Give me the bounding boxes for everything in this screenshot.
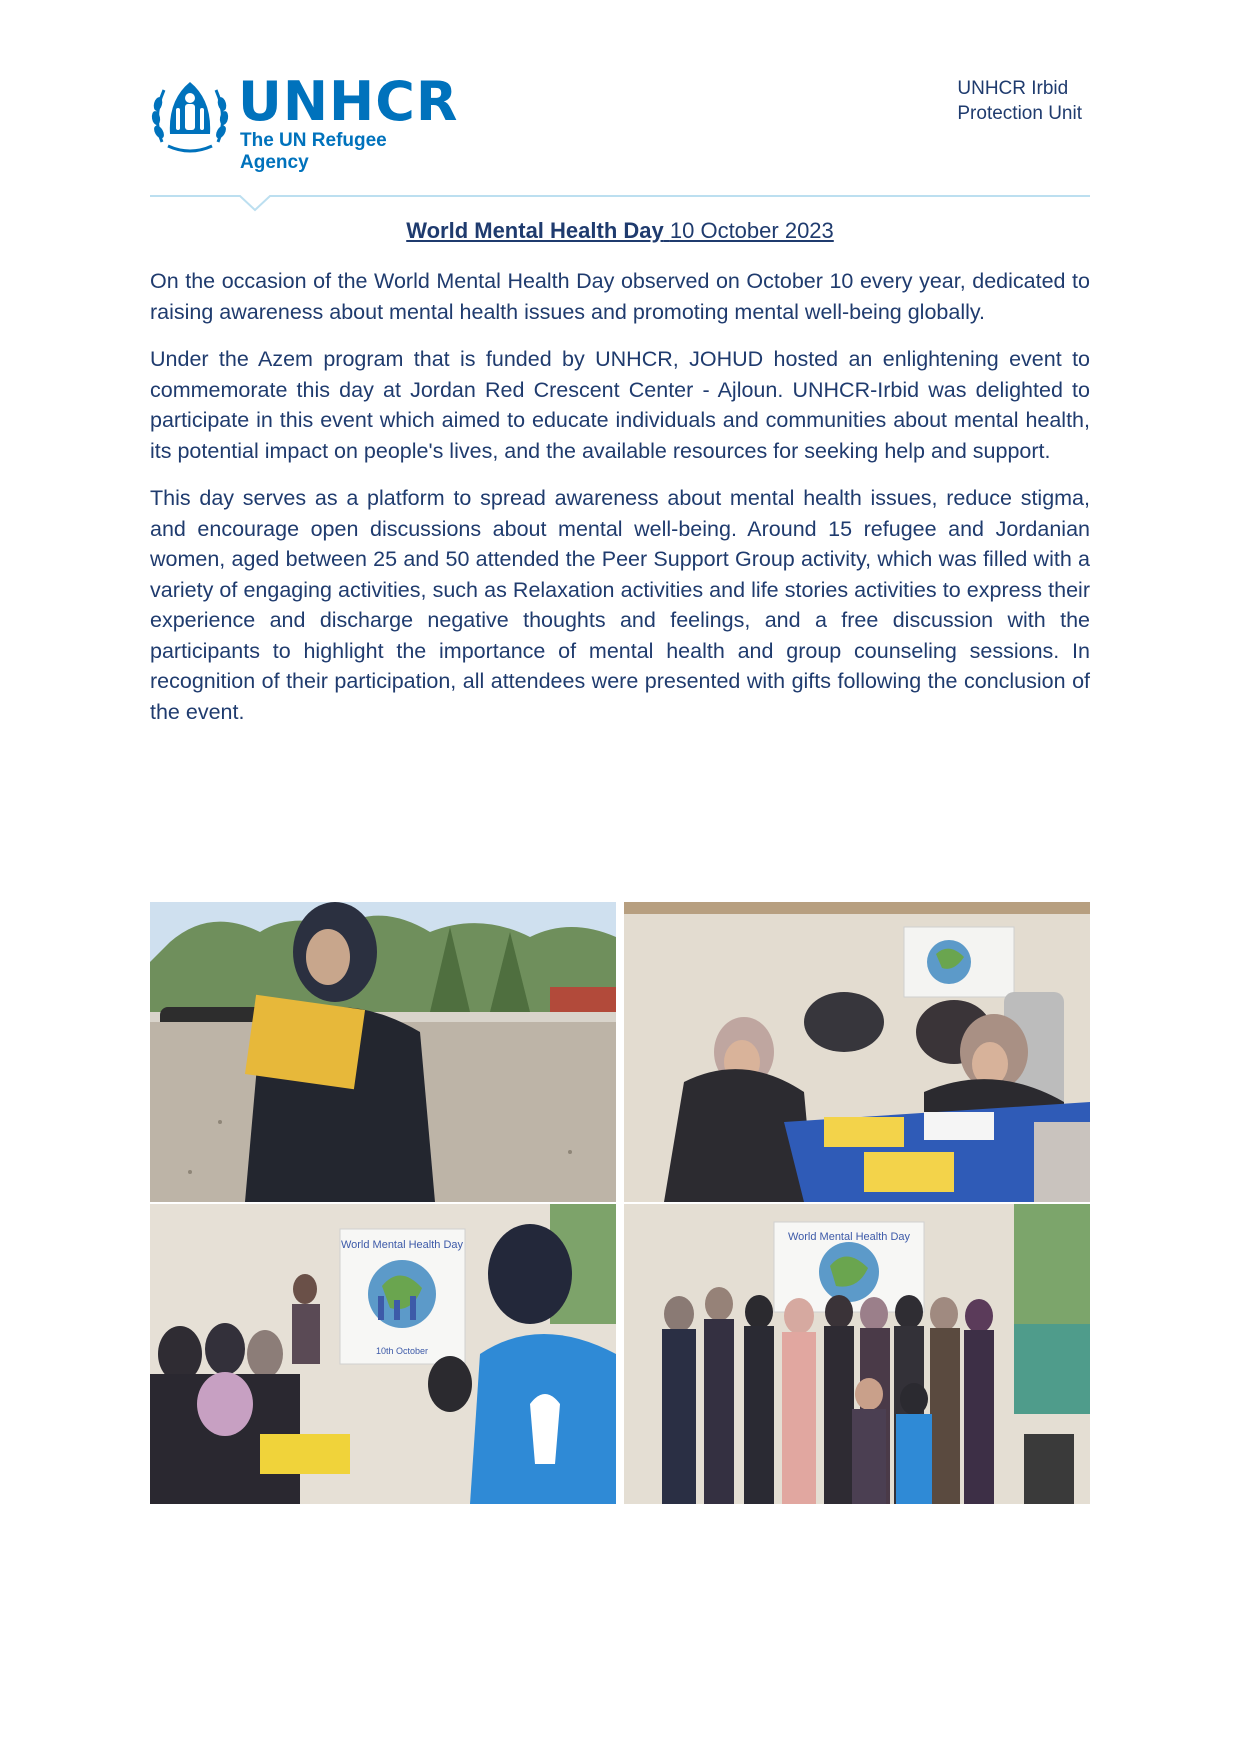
paragraph: This day serves as a platform to spread awareness about mental health issues, reduce stigma, and encourage open discussions about mental well-being. Around 15 refugee and Jordanian women, aged between 25 and 50 attended the Peer Support Group activity, which was filled with a variety of engaging activities, such as Relaxation activities and life stories activities to express their experience and discharge negative thoughts and feelings, and a free discussion with the participants to highlight the importance of mental health and group counseling sessions. In recognition of their participation, all attendees were presented with gifts following the conclusion of the event. <box>150 486 1090 724</box>
photo-session-speaker <box>150 1204 616 1504</box>
paragraph: Under the Azem program that is funded by UNHCR, JOHUD hosted an enlightening event to commemorate this day at Jordan Red Crescent Center - Ajloun. UNHCR-Irbid was delighted to participate in this event which aimed to educate individuals and communities about mental health, its potential impact on people's lives, and the available resources for seeking help and support. <box>150 347 1090 463</box>
title-main: World Mental Health Day <box>406 218 664 243</box>
poster-title: World Mental Health Day <box>340 1239 464 1251</box>
title-date: 10 October 2023 <box>669 218 834 243</box>
photo-outdoor-woman <box>150 902 616 1202</box>
photo-writing-activity <box>624 902 1090 1202</box>
unhcr-emblem-icon <box>150 72 230 156</box>
article-body <box>150 266 1090 744</box>
poster-title-group: World Mental Health Day <box>787 1231 911 1243</box>
poster-date: 10th October <box>375 1346 429 1356</box>
unit-line-1: UNHCR Irbid <box>957 78 1069 99</box>
unhcr-logo <box>150 70 459 173</box>
header-divider <box>150 194 1090 216</box>
logo-wordmark: UNHCR <box>238 70 459 133</box>
page-title <box>150 216 1090 246</box>
unit-line-2: Protection Unit <box>957 103 1082 124</box>
photo-grid <box>150 902 1090 1504</box>
logo-tagline: The UN Refugee Agency <box>240 130 387 173</box>
photo-group <box>624 1204 1090 1504</box>
office-unit <box>957 76 1082 126</box>
paragraph: On the occasion of the World Mental Health Day observed on October 10 every year, dedicated to raising awareness about mental health issues and promoting mental well-being globally. <box>150 269 1090 324</box>
